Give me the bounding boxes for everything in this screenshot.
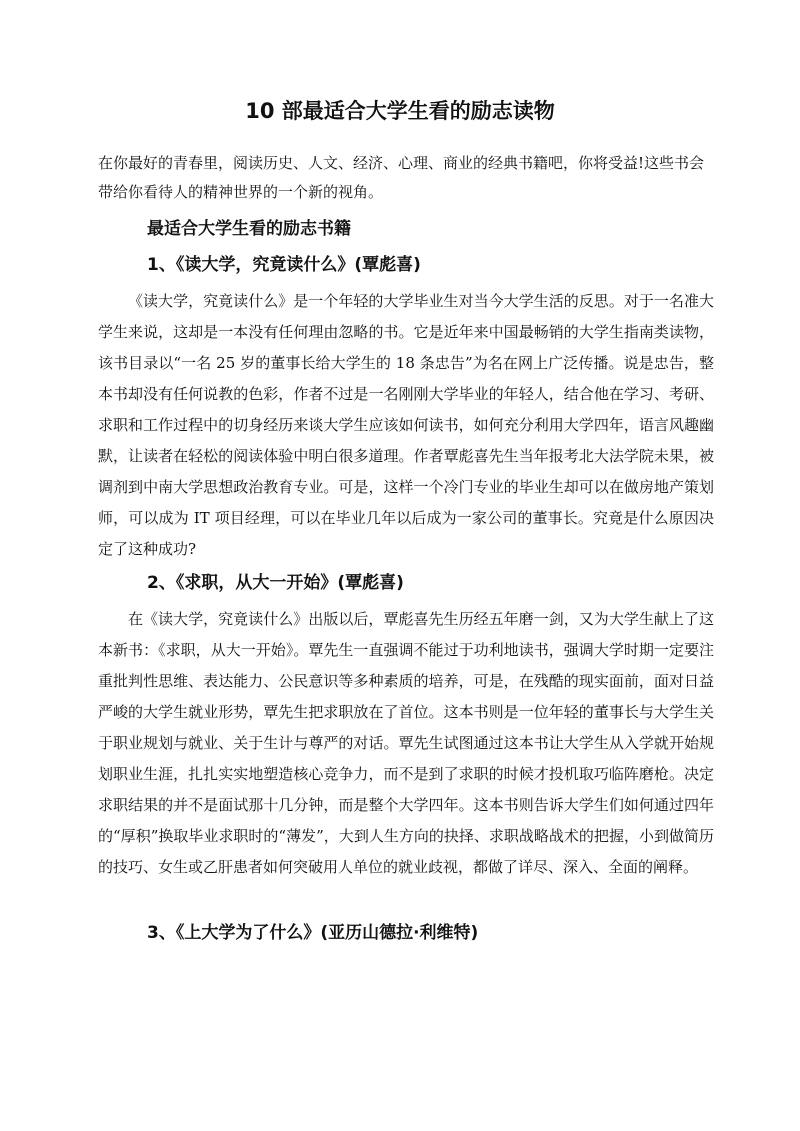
book-paragraph-1: 《读大学，究竟读什么》是一个年轻的大学毕业生对当今大学生活的反思。对于一名准大学生来说，这却是一本没有任何理由忽略的书。它是近年来中国最畅销的大学生指南类读物，该书目录以“一名 25 岁的董事长给大学生的 18 条忠告”为名在网上广泛传播。说是忠告，整本书却没有任何说教的色彩，作者不过是一名刚刚大学毕业的年轻人，结合他在学习、考研、求职和工作过程中的切身经历来谈大学生应该如何读书，如何充分利用大学四年，语言风趣幽默，让读者在轻松的阅读体验中明白很多道理。作者覃彪喜先生当年报考北大法学院未果，被调剂到中南大学思想政治教育专业。可是，这样一个冷门专业的毕业生却可以在做房地产策划师，可以成为 IT 项目经理，可以在毕业几年以后成为一家公司的董事长。究竟是什么原因决定了这种成功? [98, 292, 714, 558]
book-heading-3: 3、《上大学为了什么》(亚历山德拉·利维特) [147, 923, 479, 943]
book-heading-1: 1、《读大学，究竟读什么》(覃彪喜) [147, 255, 421, 275]
book-paragraph-2: 在《读大学，究竟读什么》出版以后，覃彪喜先生历经五年磨一剑，又为大学生献上了这本新书：《求职，从大一开始》。覃先生一直强调不能过于功利地读书，强调大学时期一定要注重批判性思维、表达能力、公民意识等多种素质的培养，可是，在残酷的现实面前，面对日益严峻的大学生就业形势，覃先生把求职放在了首位。这本书则是一位年轻的董事长与大学生关于职业规划与就业、关于生计与尊严的对话。覃先生试图通过这本书让大学生从入学就开始规划职业生涯，扎扎实实地塑造核心竞争力，而不是到了求职的时候才投机取巧临阵磨枪。决定求职结果的并不是面试那十几分钟，而是整个大学四年。这本书则告诉大学生们如何通过四年的“厚积”换取毕业求职时的“薄发”，大到人生方向的抉择、求职战略战术的把握，小到做简历的技巧、女生或乙肝患者如何突破用人单位的就业歧视，都做了详尽、深入、全面的阐释。 [98, 610, 714, 876]
book-heading-2: 2、《求职，从大一开始》(覃彪喜) [147, 573, 404, 593]
document-title: 10 部最适合大学生看的励志读物 [245, 99, 555, 123]
section-subheading: 最适合大学生看的励志书籍 [147, 219, 351, 239]
intro-paragraph: 在你最好的青春里，阅读历史、人文、经济、心理、商业的经典书籍吧，你将受益!这些书会带给你看待人的精神世界的一个新的视角。 [98, 154, 705, 201]
